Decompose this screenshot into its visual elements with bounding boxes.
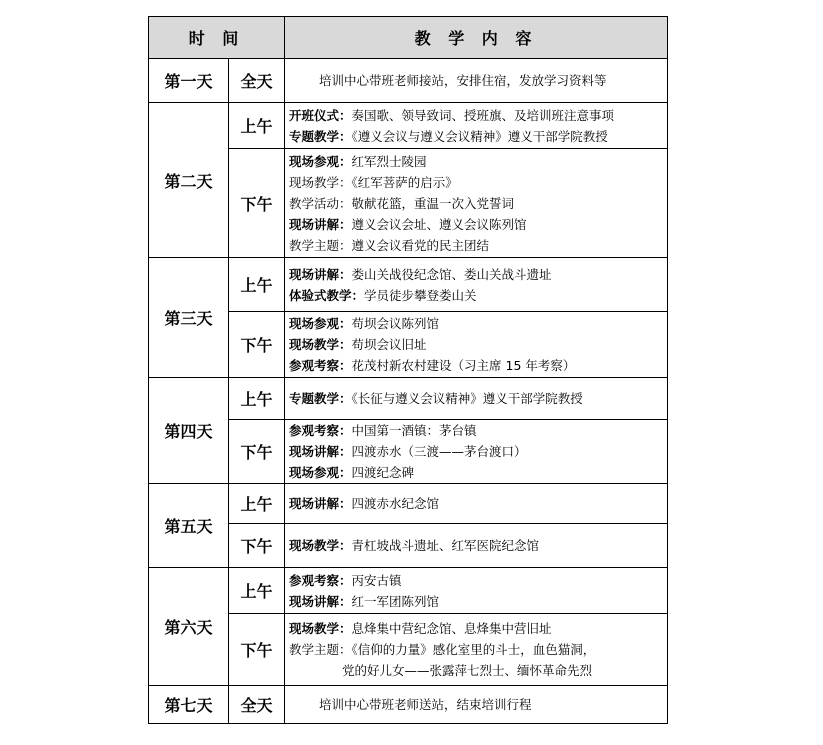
activity-text: 《长征与遵义会议精神》遵义干部学院教授: [351, 391, 583, 406]
schedule-row: [149, 686, 668, 724]
activity-label: 专题教学：: [289, 128, 352, 144]
content-line: [319, 70, 663, 91]
period-label: 下午: [229, 524, 285, 568]
header-row: [149, 17, 668, 59]
content-line: [289, 441, 663, 462]
session-content: [285, 258, 668, 312]
session-content: [285, 686, 668, 724]
content-line: [289, 264, 663, 285]
content-line: [289, 420, 663, 441]
schedule-row: [149, 568, 668, 614]
content-line: [319, 694, 663, 715]
session-content: [285, 524, 668, 568]
day-label: 第六天: [149, 568, 229, 686]
content-line: [289, 214, 663, 235]
session-content: [285, 420, 668, 484]
day-label: 第三天: [149, 258, 229, 378]
content-line: [289, 618, 663, 639]
activity-text: 奏国歌、领导致词、授班旗、及培训班注意事项: [351, 107, 615, 123]
period-label: 全天: [229, 686, 285, 724]
period-label: 上午: [229, 568, 285, 614]
activity-label: 参观考察：: [289, 423, 352, 438]
period-label: 上午: [229, 103, 285, 149]
session-content: [285, 568, 668, 614]
activity-label: 现场参观：: [289, 316, 352, 331]
activity-text: 四渡纪念碑: [351, 465, 415, 480]
activity-text: 培训中心带班老师接站，安排住宿，发放学习资料等: [319, 73, 607, 88]
period-label: 下午: [229, 420, 285, 484]
content-line: [289, 493, 663, 514]
activity-text: 丙安古镇: [351, 572, 402, 588]
activity-label: 现场讲解：: [289, 593, 352, 609]
schedule-row: [149, 378, 668, 420]
content-header: 教 学 内 容: [285, 17, 668, 59]
schedule-body: [149, 17, 668, 724]
period-label: 全天: [229, 59, 285, 103]
period-label: 下午: [229, 312, 285, 378]
activity-text: 学员徒步攀登娄山关: [364, 287, 477, 303]
activity-text: 娄山关战役纪念馆、娄山关战斗遗址: [351, 266, 552, 282]
content-line: [289, 172, 663, 193]
content-line: [289, 334, 663, 355]
session-content: [285, 59, 668, 103]
activity-label: 开班仪式：: [289, 107, 352, 123]
session-content: [285, 378, 668, 420]
schedule-table: [148, 16, 668, 724]
content-line: [289, 535, 663, 556]
activity-text: 党的好儿女——张露萍七烈士、缅怀革命先烈: [342, 663, 593, 678]
activity-text: 红一军团陈列馆: [351, 593, 440, 609]
day-label: 第七天: [149, 686, 229, 724]
content-line: [289, 235, 663, 256]
activity-label: 参观考察：: [289, 572, 352, 588]
period-label: 下午: [229, 614, 285, 686]
schedule-row: [149, 258, 668, 312]
content-line: [289, 126, 663, 147]
period-label: 上午: [229, 484, 285, 524]
activity-text: 四渡赤水（三渡——茅台渡口）: [351, 444, 527, 459]
activity-text: 培训中心带班老师送站，结束培训行程: [319, 697, 532, 712]
activity-text: 遵义会议会址、遵义会议陈列馆: [351, 216, 527, 232]
content-line: [289, 105, 663, 126]
activity-label: 专题教学：: [289, 391, 352, 406]
content-line: [289, 660, 663, 681]
session-content: [285, 614, 668, 686]
session-content: [285, 484, 668, 524]
activity-text: 现场教学：《红军菩萨的启示》: [289, 174, 458, 190]
activity-text: 苟坝会议陈列馆: [351, 316, 440, 331]
day-label: 第二天: [149, 103, 229, 258]
activity-label: 现场参观：: [289, 153, 352, 169]
activity-label: 现场讲解：: [289, 444, 352, 459]
activity-text: 教学主题：《信仰的力量》感化室里的斗士，血色猫洞，: [289, 642, 596, 657]
activity-text: 教学活动：敬献花篮，重温一次入党誓词: [289, 195, 515, 211]
day-label: 第一天: [149, 59, 229, 103]
content-line: [289, 355, 663, 376]
activity-label: 体验式教学：: [289, 287, 365, 303]
activity-label: 现场教学：: [289, 538, 352, 553]
activity-label: 现场讲解：: [289, 496, 352, 511]
content-line: [289, 570, 663, 591]
schedule-row: [149, 103, 668, 149]
activity-label: 现场讲解：: [289, 216, 352, 232]
content-line: [289, 591, 663, 612]
activity-text: 四渡赤水纪念馆: [351, 496, 440, 511]
activity-label: 现场教学：: [289, 337, 352, 352]
activity-text: 《遵义会议与遵义会议精神》遵义干部学院教授: [351, 128, 608, 144]
activity-label: 参观考察：: [289, 358, 352, 373]
activity-label: 现场参观：: [289, 465, 352, 480]
content-line: [289, 193, 663, 214]
day-label: 第四天: [149, 378, 229, 484]
activity-text: 花茂村新农村建设（习主席 15 年考察）: [351, 358, 576, 373]
activity-text: 红军烈士陵园: [351, 153, 427, 169]
activity-text: 青杠坡战斗遗址、红军医院纪念馆: [351, 538, 540, 553]
content-line: [289, 388, 663, 409]
period-label: 上午: [229, 258, 285, 312]
session-content: [285, 103, 668, 149]
time-header: 时 间: [149, 17, 285, 59]
day-label: 第五天: [149, 484, 229, 568]
content-line: [289, 151, 663, 172]
content-line: [289, 285, 663, 306]
session-content: [285, 149, 668, 258]
schedule-row: [149, 59, 668, 103]
session-content: [285, 312, 668, 378]
content-line: [289, 639, 663, 660]
schedule-row: [149, 484, 668, 524]
period-label: 上午: [229, 378, 285, 420]
period-label: 下午: [229, 149, 285, 258]
activity-text: 息烽集中营纪念馆、息烽集中营旧址: [351, 621, 552, 636]
activity-label: 现场讲解：: [289, 266, 352, 282]
content-line: [289, 313, 663, 334]
activity-label: 现场教学：: [289, 621, 352, 636]
activity-text: 中国第一酒镇：茅台镇: [351, 423, 477, 438]
activity-text: 教学主题：遵义会议看党的民主团结: [289, 237, 490, 253]
activity-text: 苟坝会议旧址: [351, 337, 427, 352]
content-line: [289, 462, 663, 483]
